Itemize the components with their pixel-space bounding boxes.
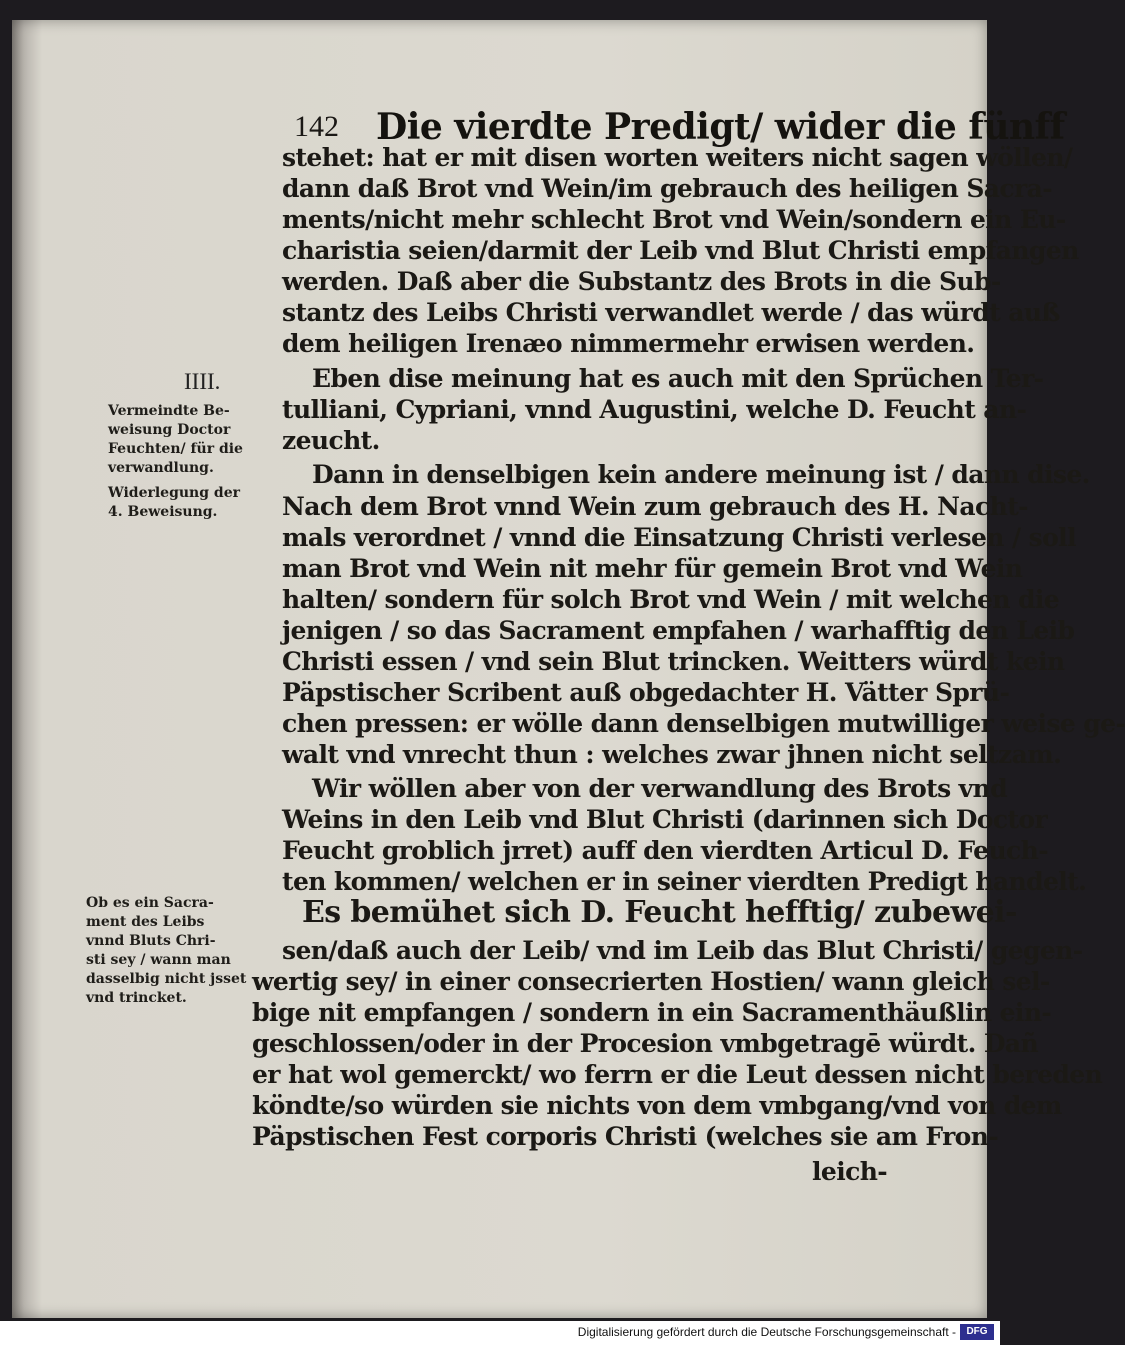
text-line: köndte/so würden sie nichts von dem vmbgang/vnd von dem <box>252 1091 1062 1120</box>
text-line: bige nit empfangen / sondern in ein Sacramenthäußlin ein- <box>252 998 1052 1027</box>
text-line: dann daß Brot vnd Wein/im gebrauch des heiligen Sacra- <box>282 174 1052 203</box>
text-line: charistia seien/darmit der Leib vnd Blut Christi empfangen <box>282 236 1079 265</box>
text-line: walt vnd vnrecht thun : welches zwar jhnen nicht seltzam. <box>282 740 1062 769</box>
margin-note-line: vnd trincket. <box>86 990 187 1006</box>
margin-note-line: Vermeindte Be- <box>108 403 230 419</box>
text-line: geschlossen/oder in der Procesion vmbgetragē würdt. Dañ <box>252 1029 1039 1058</box>
margin-numeral: IIII. <box>184 369 221 394</box>
text-line: wertig sey/ in einer consecrierten Hostien/ wann gleich sel- <box>252 967 1050 996</box>
text-line-initial: Es bemühet sich D. Feucht hefftig/ zubewei- <box>302 895 1017 930</box>
margin-note-line: verwandlung. <box>108 460 214 476</box>
footer-bar <box>0 1321 1000 1345</box>
text-line: Wir wöllen aber von der verwandlung des Brots vnd <box>312 774 1008 803</box>
margin-note-line: 4. Beweisung. <box>108 504 218 520</box>
margin-note <box>108 402 278 478</box>
text-line: Päpstischer Scribent auß obgedachter H. Vätter Sprü- <box>282 678 1010 707</box>
running-title: Die vierdte Predigt/ wider die fünff <box>376 106 1065 148</box>
text-line: Päpstischen Fest corporis Christi (welches sie am Fron- <box>252 1122 999 1151</box>
text-line: Dann in denselbigen kein andere meinung ist / dann dise. <box>312 460 1090 489</box>
footer-credit: Digitalisierung gefördert durch die Deutsche Forschungsgemeinschaft - <box>577 1325 956 1339</box>
text-line: Eben dise meinung hat es auch mit den Sprüchen Ter- <box>312 364 1044 393</box>
page-number: 142 <box>294 110 339 143</box>
dfg-logo-icon[interactable]: DFG <box>960 1324 994 1340</box>
book-page <box>12 20 1125 1318</box>
margin-note-line: weisung Doctor <box>108 422 231 438</box>
text-line: halten/ sondern für solch Brot vnd Wein / mit welchen die <box>282 585 1060 614</box>
text-line: mals verordnet / vnnd die Einsatzung Christi verlesen / soll <box>282 523 1076 552</box>
margin-note-line: vnnd Bluts Chri- <box>86 933 216 949</box>
text-line: Feucht groblich jrret) auff den vierdten Articul D. Feuch- <box>282 836 1049 865</box>
text-line: ten kommen/ welchen er in seiner vierdten Predigt handelt. <box>282 867 1087 896</box>
text-line: werden. Daß aber die Substantz des Brots in die Sub- <box>282 267 1001 296</box>
margin-note-line: Feuchten/ für die <box>108 441 243 457</box>
text-line: Christi essen / vnd sein Blut trincken. Weitters würdt kein <box>282 647 1065 676</box>
text-line: dem heiligen Irenæo nimmermehr erwisen werden. <box>282 329 975 358</box>
text-line: jenigen / so das Sacrament empfahen / warhafftig den Leib <box>282 616 1075 645</box>
text-line: sen/daß auch der Leib/ vnd im Leib das Blut Christi/ gegen- <box>282 936 1083 965</box>
margin-note-line: Widerlegung der <box>108 485 240 501</box>
text-line: er hat wol gemerckt/ wo ferrn er die Leut dessen nicht bereden <box>252 1060 1103 1089</box>
text-line: stehet: hat er mit disen worten weiters nicht sagen wöllen/ <box>282 143 1073 172</box>
margin-note-line: Ob es ein Sacra- <box>86 895 214 911</box>
text-line: Weins in den Leib vnd Blut Christi (darinnen sich Doctor <box>282 805 1048 834</box>
margin-note-line: dasselbig nicht jsset <box>86 971 247 987</box>
margin-note <box>108 484 278 522</box>
margin-note <box>86 894 256 1008</box>
text-line: zeucht. <box>282 426 380 455</box>
text-line: Nach dem Brot vnnd Wein zum gebrauch des H. Nacht- <box>282 492 1028 521</box>
text-line: man Brot vnd Wein nit mehr für gemein Brot vnd Wein <box>282 554 1023 583</box>
margin-note-line: ment des Leibs <box>86 914 205 930</box>
text-line: stantz des Leibs Christi verwandlet werde / das würdt auß <box>282 298 1060 327</box>
margin-note-line: sti sey / wann man <box>86 952 231 968</box>
text-line: leich- <box>812 1157 888 1186</box>
text-line: chen pressen: er wölle dann denselbigen mutwilliger weise ge- <box>282 709 1125 738</box>
text-line: tulliani, Cypriani, vnnd Augustini, welche D. Feucht an- <box>282 395 1027 424</box>
text-line: ments/nicht mehr schlecht Brot vnd Wein/sondern ein Eu- <box>282 205 1066 234</box>
